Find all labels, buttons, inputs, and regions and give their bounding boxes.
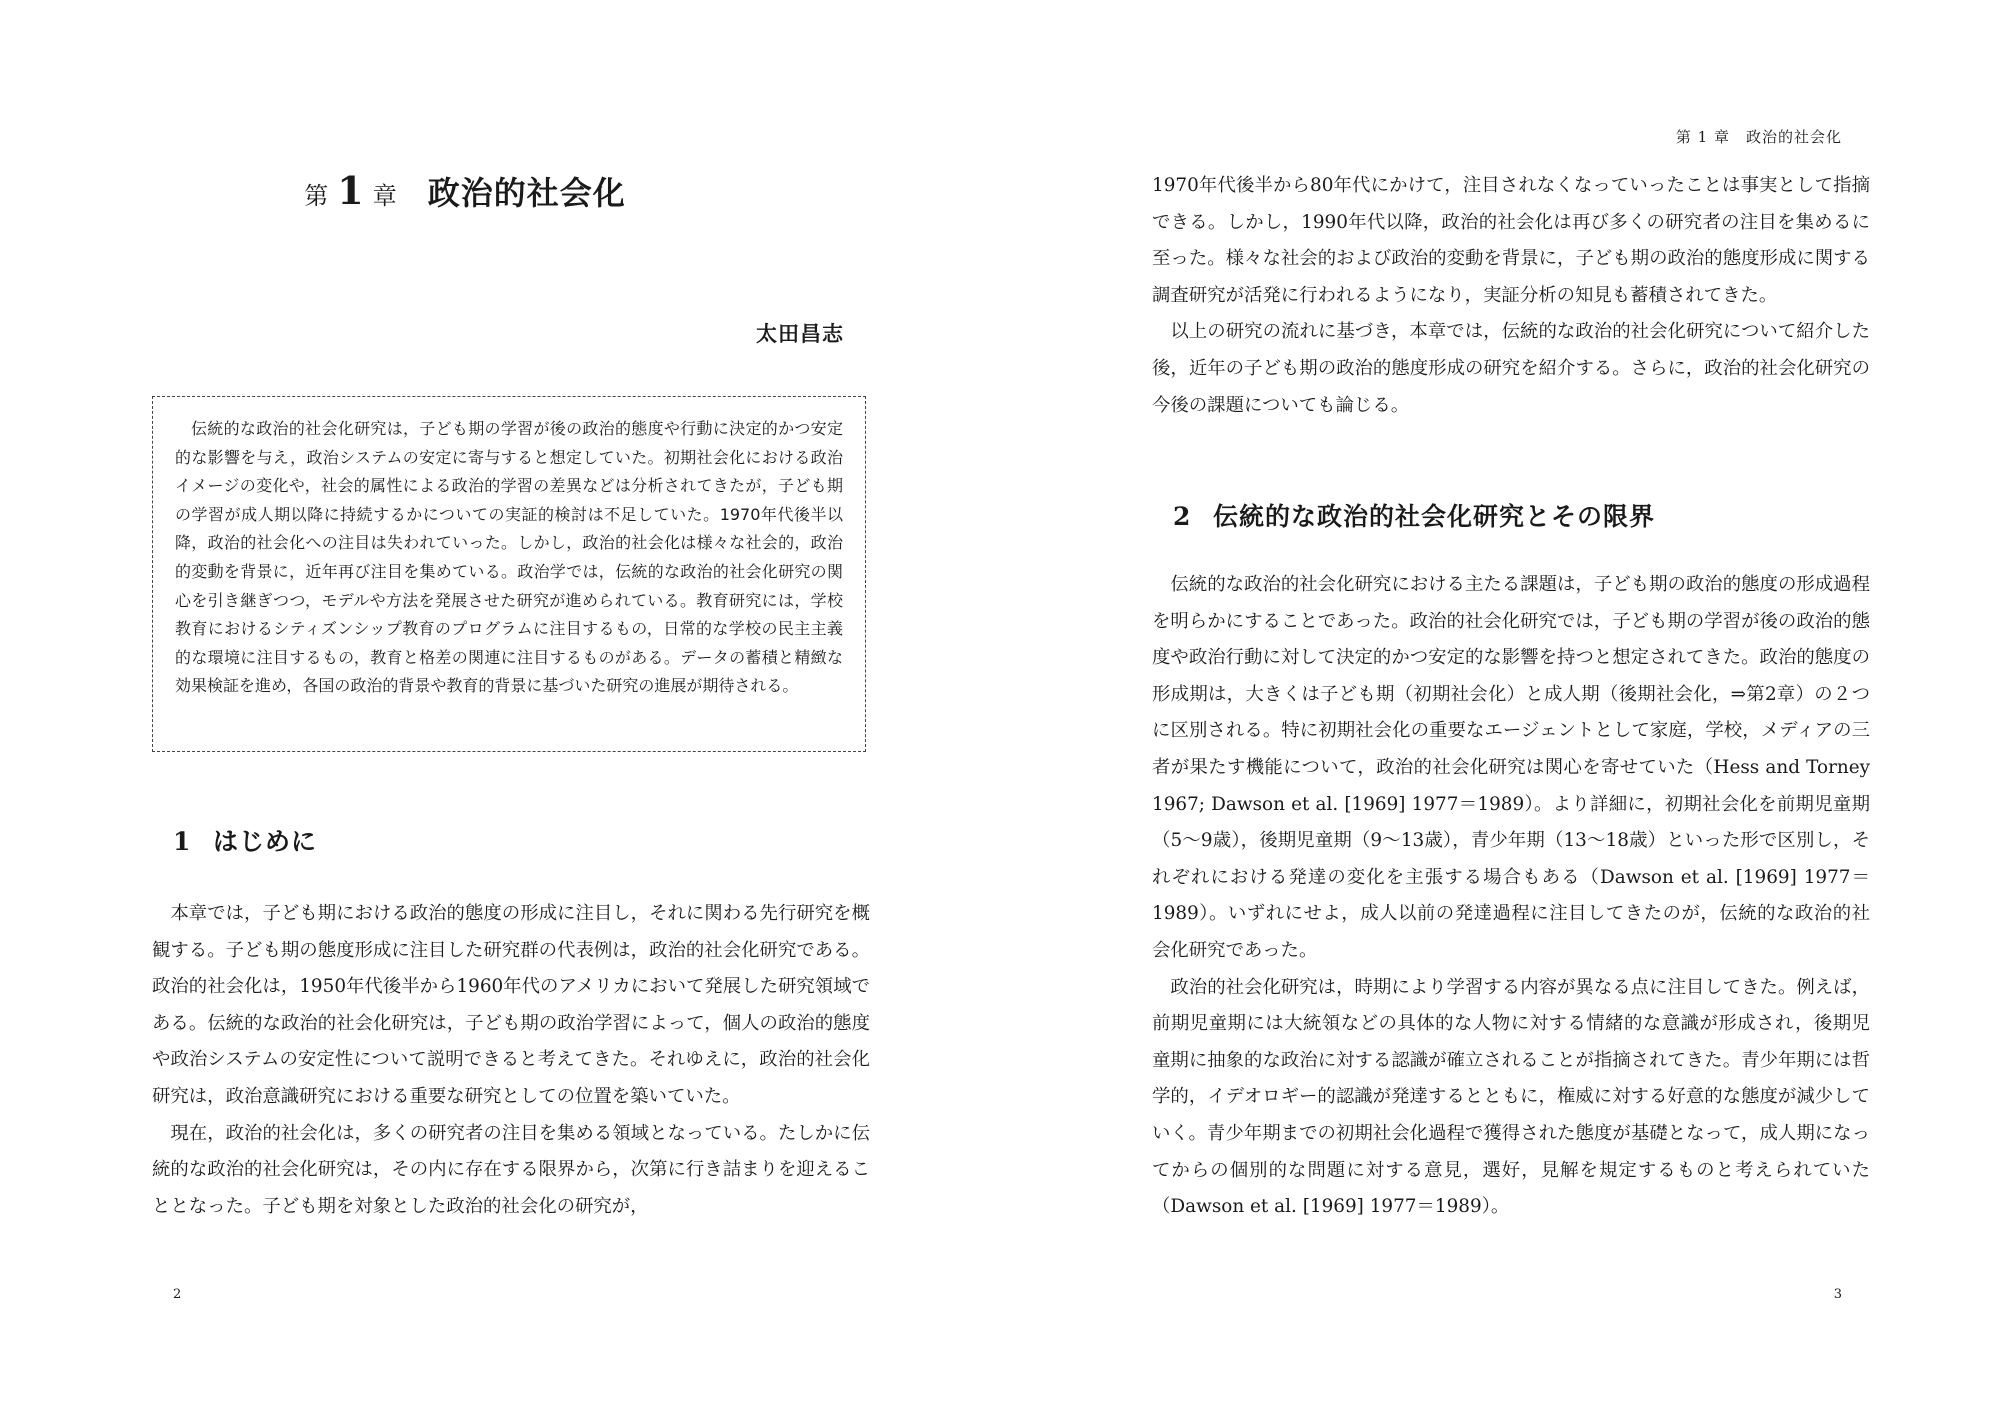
section-number: 2 — [1173, 502, 1192, 531]
section-heading-2 — [1173, 497, 1655, 533]
section-title: はじめに — [213, 827, 318, 856]
author-name: 太田昌志 — [756, 322, 844, 346]
chapter-number: 1 — [337, 168, 365, 213]
paragraph: 本章では，子ども期における政治的態度の形成に注目し，それに関わる先行研究を概観する。子ども期の態度形成に注目した研究群の代表例は，政治的社会化研究である。政治的社会化は，1950年代後半から1960年代のアメリカにおいて発展した研究領域である。伝統的な政治的社会化研究は，子ども期の政治学習によって，個人の政治的態度や政治システムの安定性について説明できると考えてきた。それゆえに，政治的社会化研究は，政治意識研究における重要な研究としての位置を築いていた。 — [152, 903, 870, 1107]
right-body-text-bottom — [1152, 567, 1870, 1226]
paragraph: 以上の研究の流れに基づき，本章では，伝統的な政治的社会化研究について紹介した後，近年の子ども期の政治的態度形成の研究を紹介する。さらに，政治的社会化研究の今後の課題についても論じる。 — [1152, 321, 1870, 416]
section-title: 伝統的な政治的社会化研究とその限界 — [1213, 502, 1656, 531]
left-body-text — [152, 896, 870, 1225]
paragraph: 伝統的な政治的社会化研究における主たる課題は，子ども期の政治的態度の形成過程を明らかにすることであった。政治的社会化研究では，子ども期の学習が後の政治的態度や政治行動に対して決定的かつ安定的な影響を持つと想定されてきた。政治的態度の形成期は，大きくは子ども期（初期社会化）と成人期（後期社会化，⇒第2章）の２つに区別される。特に初期社会化の重要なエージェントとして家庭，学校，メディアの三者が果たす機能について，政治的社会化研究は関心を寄せていた（Hess and Torney 1967; Dawson et al. [1969] 1977＝1989）。より詳細に，初期社会化を前期児童期（5～9歳），後期児童期（9～13歳），青少年期（13～18歳）といった形で区別し，それぞれにおける発達の変化を主張する場合もある（Dawson et al. [1969] 1977＝1989）。いずれにせよ，成人以前の発達過程に注目してきたのが，伝統的な政治的社会化研究であった。 — [1152, 574, 1870, 961]
page-number-right: 3 — [1833, 1287, 1842, 1302]
right-page — [1000, 0, 2000, 1416]
chapter-prefix: 第 — [304, 182, 330, 210]
chapter-title — [0, 168, 1000, 214]
page-number-left: 2 — [173, 1287, 182, 1302]
paragraph: 現在，政治的社会化は，多くの研究者の注目を集める領域となっている。たしかに伝統的な政治的社会化研究は，その内に存在する限界から，次第に行き詰まりを迎えることとなった。子ども期を対象とした政治的社会化の研究が， — [152, 1122, 870, 1217]
paragraph: 政治的社会化研究は，時期により学習する内容が異なる点に注目してきた。例えば，前期児童期には大統領などの具体的な人物に対する情緒的な意識が形成され，後期児童期に抽象的な政治に対する認識が確立されることが指摘されてきた。青少年期には哲学的，イデオロギー的認識が発達するとともに，権威に対する好意的な態度が減少していく。青少年期までの初期社会化過程で獲得された態度が基礎となって，成人期になってからの個別的な問題に対する意見，選好，見解を規定するものと考えられていた（Dawson et al. [1969] 1977＝1989）。 — [1152, 976, 1870, 1218]
running-head: 第 1 章 政治的社会化 — [1675, 128, 1842, 146]
section-heading-1 — [173, 822, 317, 858]
chapter-title-text: 政治的社会化 — [427, 174, 626, 212]
paragraph: 1970年代後半から80年代にかけて，注目されなくなっていったことは事実として指摘できる。しかし，1990年代以降，政治的社会化は再び多くの研究者の注目を集めるに至った。様々な社会的および政治的変動を背景に，子ども期の政治的態度形成に関する調査研究が活発に行われるようになり，実証分析の知見も蓄積されてきた。 — [1152, 175, 1870, 306]
chapter-suffix: 章 — [372, 182, 398, 210]
section-number: 1 — [173, 827, 192, 856]
abstract-box: 伝統的な政治的社会化研究は，子ども期の学習が後の政治的態度や行動に決定的かつ安定的な影響を与え，政治システムの安定に寄与すると想定していた。初期社会化における政治イメージの変化や，社会的属性による政治的学習の差異などは分析されてきたが，子ども期の学習が成人期以降に持続するかについての実証的検討は不足していた。1970年代後半以降，政治的社会化への注目は失われていった。しかし，政治的社会化は様々な社会的，政治的変動を背景に，近年再び注目を集めている。政治学では，伝統的な政治的社会化研究の関心を引き継ぎつつ，モデルや方法を発展させた研究が進められている。教育研究には，学校教育におけるシティズンシップ教育のプログラムに注目するもの，日常的な学校の民主主義的な環境に注目するもの，教育と格差の関連に注目するものがある。データの蓄積と精緻な効果検証を進め，各国の政治的背景や教育的背景に基づいた研究の進展が期待される。 — [152, 396, 866, 752]
right-body-text-top — [1152, 168, 1870, 424]
